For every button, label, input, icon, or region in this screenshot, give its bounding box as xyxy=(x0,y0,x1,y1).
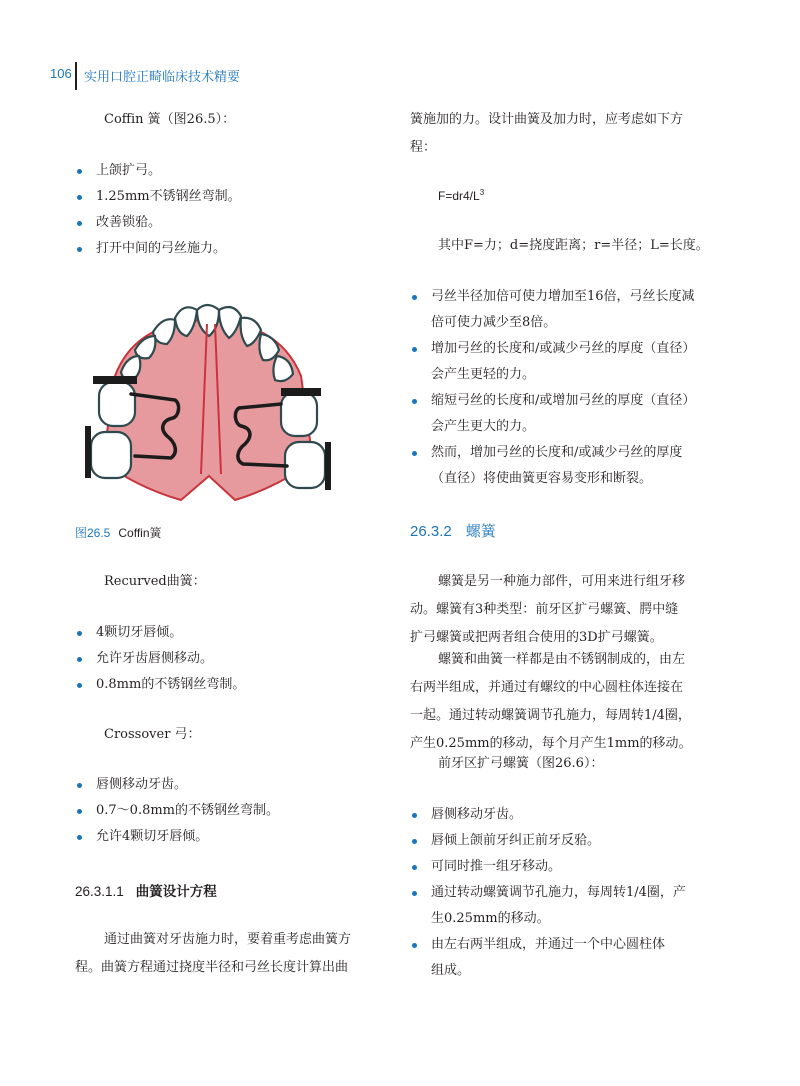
list-item: 改善锁𬌗。 xyxy=(75,210,395,236)
screw-paragraph-1: 螺簧是另一种施力部件，可用来进行组牙移 动。螺簧有3种类型：前牙区扩弓螺簧、腭中缝 扩弓螺簧或把两者组合使用的3D扩弓螺簧。 xyxy=(410,574,686,645)
list-item: 打开中间的弓丝施力。 xyxy=(75,236,395,262)
section-number: 26.3.2 xyxy=(410,523,452,540)
bullet-icon xyxy=(412,943,417,948)
paragraph-line: 通过曲簧对牙齿施力时，要着重考虑曲簧方 xyxy=(104,932,352,947)
list-item: 唇倾上颌前牙纠正前牙反𬌗。 xyxy=(410,828,750,854)
bullet-icon xyxy=(412,295,417,300)
wire-bullet-list xyxy=(410,284,750,492)
figure-label: 图26.5 xyxy=(75,526,111,540)
paragraph-line: 簧施加的力。设计曲簧及加力时，应考虑如下方 xyxy=(410,112,684,127)
list-item: 唇侧移动牙齿。 xyxy=(75,772,395,798)
list-item: 允许牙齿唇侧移动。 xyxy=(75,646,395,672)
bullet-icon xyxy=(77,195,82,200)
formula-explanation: 其中F=力；d=挠度距离；r=半径；L=长度。 xyxy=(438,238,709,253)
list-item: 然而，增加弓丝的长度和/或减少弓丝的厚度 （直径）将使曲簧更容易变形和断裂。 xyxy=(410,440,750,492)
figure-caption xyxy=(75,524,162,541)
list-item: 上颌扩弓。 xyxy=(75,158,395,184)
page-number: 106 xyxy=(50,66,72,81)
coffin-intro: Coffin 簧（图26.5）： xyxy=(104,112,236,127)
figure-title: Coffin簧 xyxy=(118,526,162,540)
list-item: 允许4颗切牙唇倾。 xyxy=(75,824,395,850)
bullet-icon xyxy=(77,657,82,662)
list-item: 弓丝半径加倍可使力增加至16倍，弓丝长度减 倍可使力减少至8倍。 xyxy=(410,284,750,336)
formula: $F=dr4/L^3$ xyxy=(438,188,485,203)
bullet-icon xyxy=(412,399,417,404)
paragraph-line: 程。曲簧方程通过挠度半径和弓丝长度计算出曲 xyxy=(75,960,349,975)
bullet-icon xyxy=(77,247,82,252)
bullet-icon xyxy=(412,839,417,844)
list-item: 增加弓丝的长度和/或减少弓丝的厚度（直径） 会产生更轻的力。 xyxy=(410,336,750,388)
section-title: 螺簧 xyxy=(465,523,496,540)
list-item: 由左右两半组成，并通过一个中心圆柱体 组成。 xyxy=(410,932,750,984)
list-item: 4颗切牙唇倾。 xyxy=(75,620,395,646)
section-title: 曲簧设计方程 xyxy=(135,884,217,899)
book-title: 实用口腔正畸临床技术精要 xyxy=(84,69,241,84)
bullet-icon xyxy=(77,783,82,788)
bullet-icon xyxy=(77,809,82,814)
recurved-intro: Recurved曲簧： xyxy=(104,574,206,589)
screw-paragraph-3: 前牙区扩弓螺簧（图26.6）： xyxy=(438,756,604,771)
list-item: 0.7～0.8mm的不锈钢丝弯制。 xyxy=(75,798,395,824)
bullet-icon xyxy=(77,631,82,636)
list-item: 1.25mm不锈钢丝弯制。 xyxy=(75,184,395,210)
header-divider xyxy=(75,62,77,90)
bullet-icon xyxy=(412,347,417,352)
bullet-icon xyxy=(77,169,82,174)
coffin-spring-illustration xyxy=(75,296,340,516)
list-item: 可同时推一组牙移动。 xyxy=(410,854,750,880)
bullet-icon xyxy=(77,835,82,840)
bullet-icon xyxy=(412,451,417,456)
list-item: 0.8mm的不锈钢丝弯制。 xyxy=(75,672,395,698)
crossover-bullet-list xyxy=(75,772,395,850)
list-item: 唇侧移动牙齿。 xyxy=(410,802,750,828)
crossover-intro: Crossover 弓： xyxy=(104,727,201,742)
bullet-icon xyxy=(77,221,82,226)
section-heading-26-3-2 xyxy=(410,520,496,541)
section-heading-26-3-1-1 xyxy=(75,880,217,900)
section-number: 26.3.1.1 xyxy=(75,884,124,899)
list-item: 缩短弓丝的长度和/或增加弓丝的厚度（直径） 会产生更大的力。 xyxy=(410,388,750,440)
paragraph-line: 程： xyxy=(410,140,437,155)
bullet-icon xyxy=(77,683,82,688)
recurved-bullet-list xyxy=(75,620,395,698)
bullet-icon xyxy=(412,865,417,870)
screw-bullet-list xyxy=(410,802,750,984)
bullet-icon xyxy=(412,891,417,896)
coffin-bullet-list xyxy=(75,158,395,262)
screw-paragraph-2: 螺簧和曲簧一样都是由不锈钢制成的，由左 右两半组成，并通过有螺纹的中心圆柱体连接在 一起。通过转动螺簧调节孔施力，每周转1/4圈， 产生0.25mm的移动，每个月产生1mm的移动。 xyxy=(410,652,692,751)
list-item: 通过转动螺簧调节孔施力，每周转1/4圈，产 生0.25mm的移动。 xyxy=(410,880,750,932)
bullet-icon xyxy=(412,813,417,818)
